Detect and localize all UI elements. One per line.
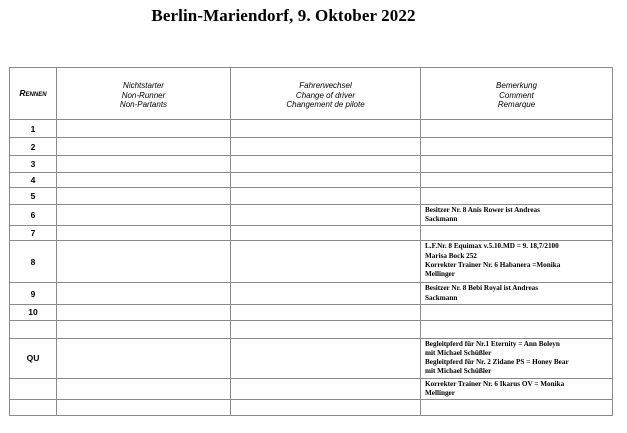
non-starters-cell — [57, 120, 231, 138]
remark-cell — [421, 156, 613, 173]
remark-cell — [421, 173, 613, 188]
remark-cell — [421, 138, 613, 156]
race-number — [10, 378, 57, 399]
remark-cell — [421, 283, 613, 304]
remark-cell — [421, 205, 613, 226]
driver-change-cell — [231, 283, 421, 304]
driver-change-cell — [231, 241, 421, 283]
non-starters-cell — [57, 378, 231, 399]
non-starters-cell — [57, 283, 231, 304]
remark-cell — [421, 338, 613, 378]
table-row — [10, 173, 613, 188]
race-number: 2 — [10, 138, 57, 156]
remark-cell — [421, 320, 613, 338]
remark-line: Besitzer Nr. 8 Bebi Royal ist Andreas — [425, 284, 539, 293]
race-number — [10, 400, 57, 416]
table-row — [10, 338, 613, 378]
race-number: 5 — [10, 188, 57, 205]
page-title: Berlin-Mariendorf, 9. Oktober 2022 — [151, 6, 416, 25]
table-row — [10, 283, 613, 304]
remark-cell — [421, 241, 613, 283]
remark-line: Begleitpferd für Nr. 2 Zidane PS = Honey Bear — [425, 358, 569, 367]
non-starters-cell — [57, 188, 231, 205]
remark-cell — [421, 226, 613, 241]
driver-change-cell — [231, 320, 421, 338]
header-non-starters: Nichtstarter Non-Runner Non-Partants — [57, 68, 231, 120]
remark-line: Sackmann — [425, 215, 458, 224]
non-starters-cell — [57, 138, 231, 156]
header-race: Rennen — [10, 68, 57, 120]
table-row — [10, 241, 613, 283]
race-number: 9 — [10, 283, 57, 304]
race-changes-table — [9, 67, 613, 416]
non-starters-cell — [57, 304, 231, 320]
header-driver-change: Fahrerwechsel Change of driver Changement de pilote — [231, 68, 421, 120]
table-row — [10, 320, 613, 338]
remark-line: Marisa Bock 252 — [425, 251, 477, 260]
non-starters-cell — [57, 226, 231, 241]
table-header-row — [10, 68, 613, 120]
remark-line: Korrekter Trainer Nr. 6 Habanera =Monika — [425, 260, 561, 269]
race-number — [10, 320, 57, 338]
non-starters-cell — [57, 156, 231, 173]
remark-cell — [421, 188, 613, 205]
race-number: 7 — [10, 226, 57, 241]
remark-line: L.F.Nr. 8 Equimax v.5.10.MD = 9. 18,7/2100 — [425, 242, 559, 251]
remark-line: Begleitpferd für Nr.1 Eternity = Ann Boleyn — [425, 339, 560, 348]
remark-line: mit Michael Schüßler — [425, 349, 492, 358]
non-starters-cell — [57, 205, 231, 226]
driver-change-cell — [231, 138, 421, 156]
table-row — [10, 226, 613, 241]
remark-cell — [421, 378, 613, 399]
driver-change-cell — [231, 400, 421, 416]
non-starters-cell — [57, 173, 231, 188]
race-number: 4 — [10, 173, 57, 188]
driver-change-cell — [231, 205, 421, 226]
race-number: QU — [10, 338, 57, 378]
table-row — [10, 304, 613, 320]
non-starters-cell — [57, 338, 231, 378]
non-starters-cell — [57, 320, 231, 338]
table-row — [10, 156, 613, 173]
remark-cell — [421, 304, 613, 320]
non-starters-cell — [57, 241, 231, 283]
race-number: 3 — [10, 156, 57, 173]
table-row — [10, 378, 613, 399]
remark-line: Mellinger — [425, 389, 455, 398]
driver-change-cell — [231, 188, 421, 205]
table-row — [10, 188, 613, 205]
driver-change-cell — [231, 338, 421, 378]
remark-line: Besitzer Nr. 8 Anis Rower ist Andreas — [425, 206, 540, 214]
driver-change-cell — [231, 156, 421, 173]
remark-line: Korrekter Trainer Nr. 6 Ikarus OV = Monika — [425, 379, 565, 388]
table-row — [10, 400, 613, 416]
race-number: 10 — [10, 304, 57, 320]
remark-line: mit Michael Schüßler — [425, 367, 492, 376]
race-number: 1 — [10, 120, 57, 138]
remark-line: Sackmann — [425, 293, 458, 302]
remark-cell — [421, 400, 613, 416]
driver-change-cell — [231, 304, 421, 320]
table-row — [10, 138, 613, 156]
race-number: 8 — [10, 241, 57, 283]
header-remark: Bemerkung Comment Remarque — [421, 68, 613, 120]
remark-cell — [421, 120, 613, 138]
driver-change-cell — [231, 226, 421, 241]
remark-line: Mellinger — [425, 270, 455, 279]
non-starters-cell — [57, 400, 231, 416]
table-row — [10, 205, 613, 226]
driver-change-cell — [231, 378, 421, 399]
driver-change-cell — [231, 173, 421, 188]
driver-change-cell — [231, 120, 421, 138]
race-number: 6 — [10, 205, 57, 226]
table-row — [10, 120, 613, 138]
